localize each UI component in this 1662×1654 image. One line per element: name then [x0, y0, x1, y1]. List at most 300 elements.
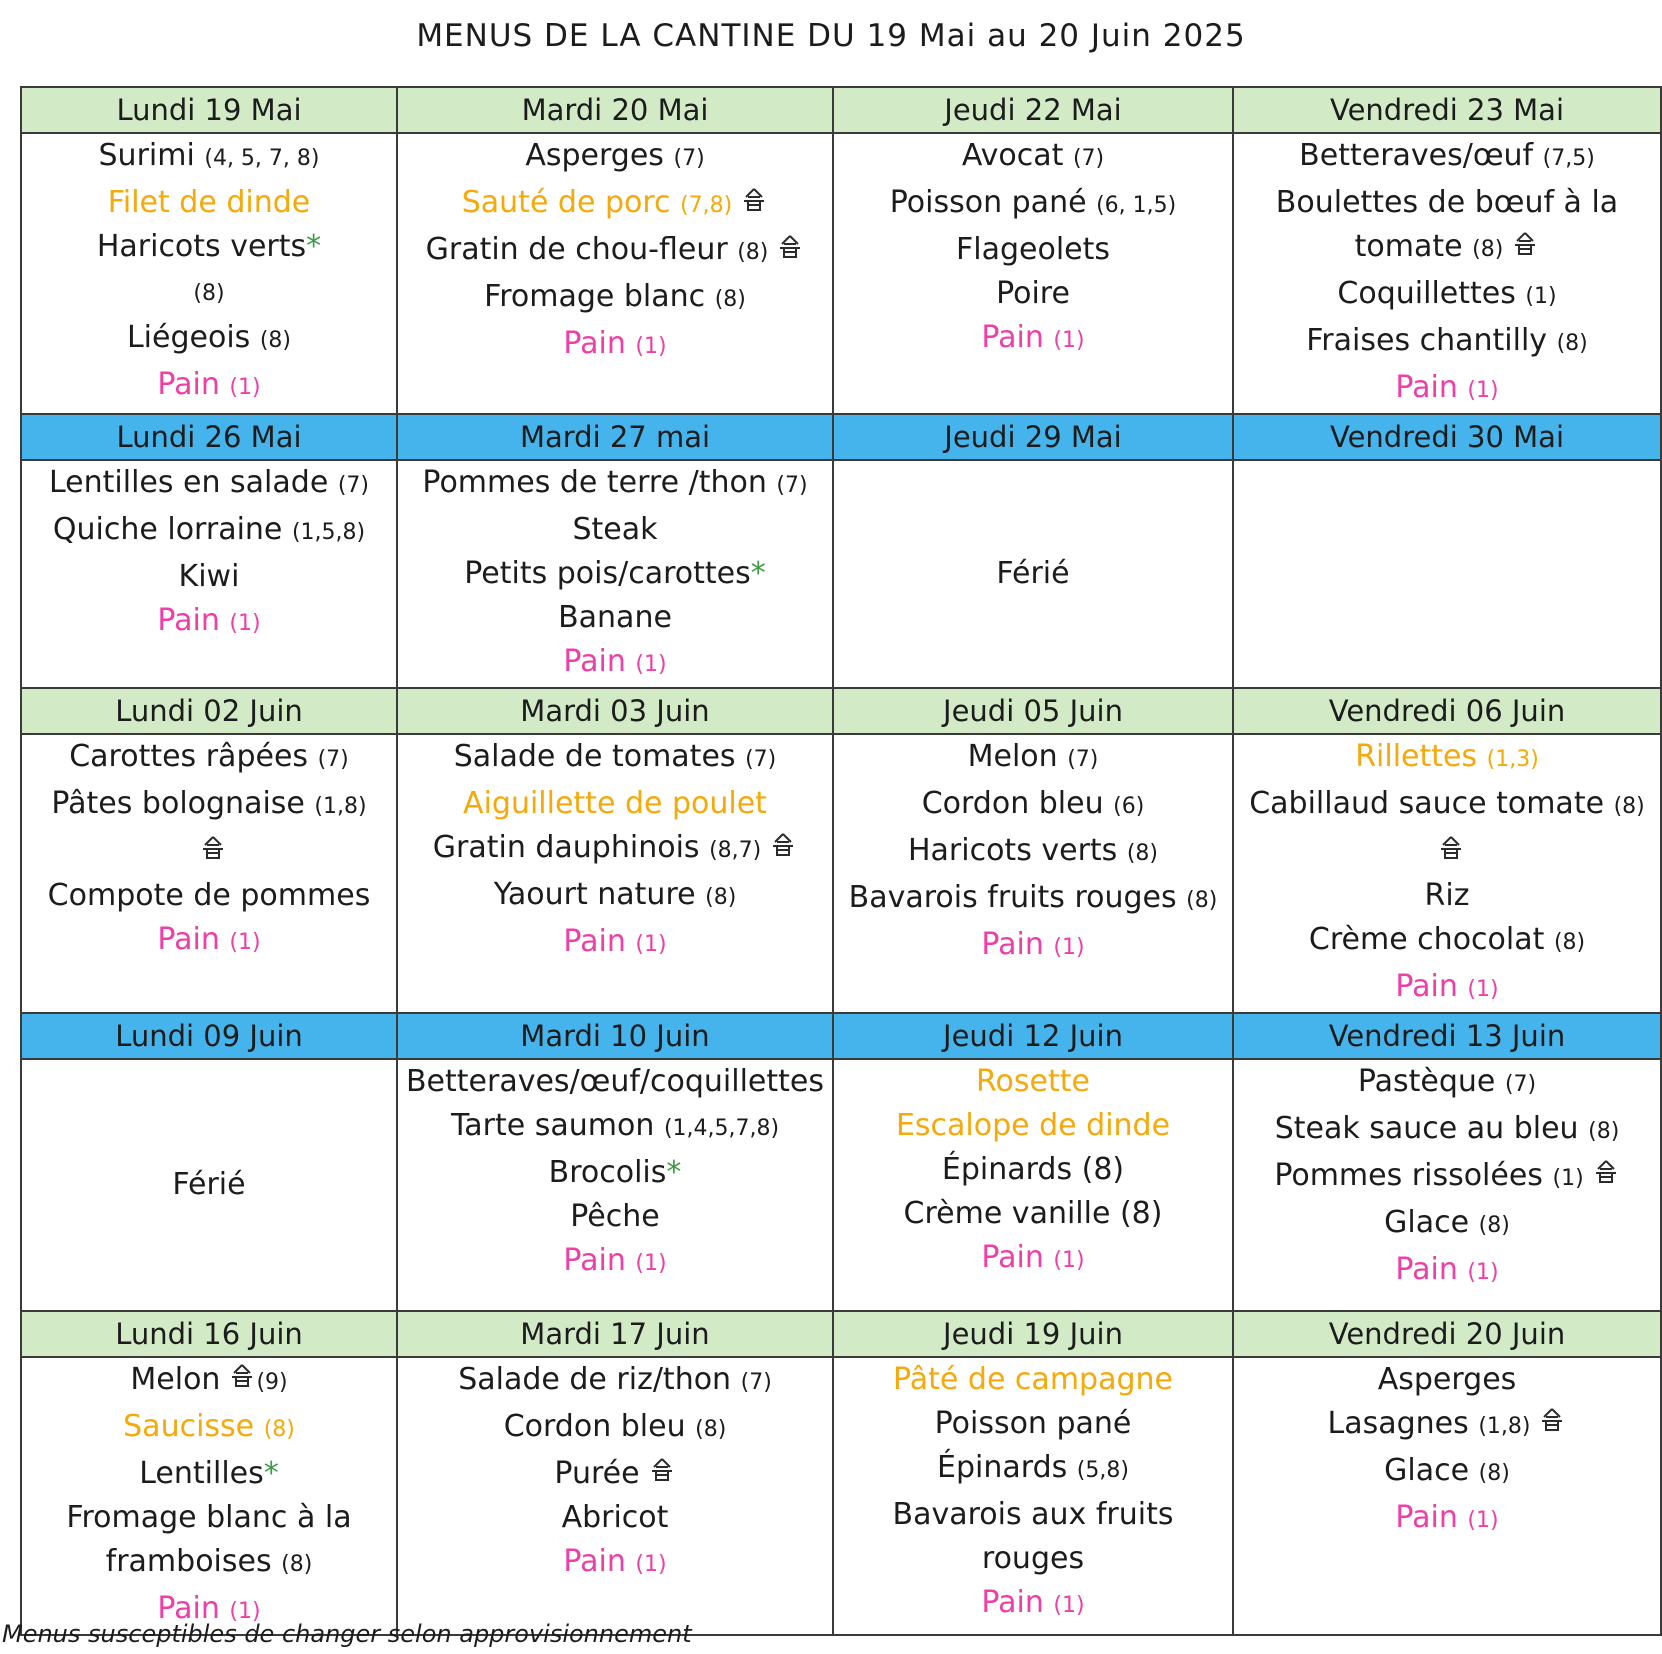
allergen-codes: (7) [673, 146, 705, 171]
week-menu-row [21, 460, 1661, 688]
menu-item [1234, 1358, 1660, 1402]
day-menu-cell [1233, 734, 1661, 1013]
menu-item [22, 782, 396, 829]
menu-item [398, 275, 832, 322]
menu-item [1234, 1107, 1660, 1154]
dish-name: Cordon bleu [503, 1408, 686, 1444]
menu-item [834, 1493, 1232, 1537]
menu-item [1234, 1402, 1660, 1449]
menu-item [398, 322, 832, 369]
dish-name: Bavarois aux fruits [892, 1496, 1174, 1532]
day-menu-cell [397, 1059, 833, 1311]
dish-name: Gratin dauphinois [432, 830, 700, 865]
allergen-codes: (1) [635, 334, 667, 359]
day-menu-cell [833, 1059, 1233, 1311]
dish-name: tomate [1354, 229, 1463, 264]
dish-name: Pêche [570, 1198, 660, 1234]
allergen-codes: (1) [229, 1598, 261, 1624]
dish-name: Avocat [961, 138, 1064, 173]
menu-item [398, 461, 832, 508]
menu-item [834, 1446, 1232, 1493]
dish-name: Glace [1384, 1204, 1470, 1240]
home-made-icon [1538, 1402, 1566, 1446]
dish-name: Cordon bleu [921, 786, 1104, 821]
menu-item [22, 269, 396, 316]
menu-item [398, 181, 832, 228]
menu-item [22, 508, 396, 555]
menu-item [834, 1581, 1232, 1628]
dish-name: Lasagnes [1327, 1405, 1469, 1441]
allergen-codes: (8) [259, 328, 292, 353]
menu-item [834, 829, 1232, 876]
day-header: Mardi 27 mai [397, 414, 833, 460]
page-title: MENUS DE LA CANTINE DU 19 Mai au 20 Juin 2025 [416, 18, 1246, 54]
menu-item [398, 1195, 832, 1239]
dish-name: Salade de tomates [453, 739, 736, 774]
day-menu-cell [21, 133, 397, 414]
day-header: Vendredi 06 Juin [1233, 688, 1661, 734]
menu-item [1234, 735, 1660, 782]
menu-item [834, 735, 1232, 782]
allergen-codes: (8) [737, 240, 769, 265]
day-header: Lundi 16 Juin [21, 1311, 397, 1357]
dish-name: Pain [563, 326, 626, 361]
dish-name: Boulettes de bœuf à la [1275, 185, 1619, 220]
menu-item [834, 316, 1232, 363]
allergen-codes: (7,5) [1542, 146, 1595, 171]
menu-item [22, 829, 396, 874]
allergen-codes: (1,5,8) [291, 520, 366, 545]
menu-item [834, 134, 1232, 181]
menu-item [834, 876, 1232, 923]
homemade-star: * [306, 229, 322, 264]
dish-name: Lentilles [139, 1455, 264, 1491]
day-menu-cell [833, 133, 1233, 414]
allergen-codes: (7,8) [680, 193, 733, 218]
allergen-codes: (8) [714, 287, 746, 312]
dish-name: Gratin de chou-fleur [425, 232, 728, 267]
dish-name: Abricot [561, 1500, 669, 1535]
menu-item [1234, 134, 1660, 181]
day-menu-cell [833, 734, 1233, 1013]
dish-name: Pain [1395, 968, 1458, 1004]
menu-item [22, 1452, 396, 1496]
menu-item [22, 1163, 396, 1207]
menu-item [398, 782, 832, 826]
dish-name: Melon [130, 1361, 221, 1397]
day-header: Lundi 19 Mai [21, 87, 397, 133]
allergen-codes: (8) [1186, 888, 1218, 913]
dish-name: Saucisse [123, 1408, 255, 1444]
home-made-icon [769, 827, 797, 871]
allergen-codes: (1) [635, 1250, 667, 1276]
allergen-codes: (8) [1126, 841, 1159, 866]
menu-item [398, 640, 832, 687]
dish-name: Poisson pané [889, 185, 1087, 220]
dish-name: Pâté de campagne [893, 1361, 1173, 1397]
day-header: Vendredi 30 Mai [1233, 414, 1661, 460]
menu-item [834, 1148, 1232, 1192]
day-menu-cell [397, 133, 833, 414]
menu-item [398, 508, 832, 552]
menu-item [834, 1060, 1232, 1104]
allergen-codes: (1) [1053, 935, 1085, 960]
menu-item [398, 134, 832, 181]
home-made-icon [776, 229, 804, 273]
allergen-codes: (8) [193, 281, 225, 306]
week-header-row [21, 1311, 1661, 1357]
menu-item [22, 599, 396, 646]
dish-name: Carottes râpées [69, 739, 309, 774]
allergen-codes: (1) [1467, 976, 1499, 1002]
dish-name: Épinards (8) [941, 1151, 1125, 1187]
menu-item [834, 1537, 1232, 1581]
dish-name: Haricots verts [96, 229, 307, 264]
allergen-codes: (1,4,5,7,8) [663, 1115, 780, 1141]
allergen-codes: (1) [1053, 328, 1085, 353]
menu-item [398, 826, 832, 873]
allergen-codes: (5,8) [1076, 1457, 1129, 1483]
day-header: Jeudi 29 Mai [833, 414, 1233, 460]
day-menu-cell [1233, 460, 1661, 688]
dish-name: Pain [563, 1544, 626, 1579]
dish-name: Flageolets [955, 232, 1110, 267]
allergen-codes: (1) [1053, 1592, 1085, 1618]
allergen-codes: (8) [1556, 331, 1588, 356]
dish-name: Pain [981, 320, 1044, 355]
menu-item [22, 918, 396, 965]
day-menu-cell [21, 460, 397, 688]
dish-name: Pain [157, 603, 220, 638]
dish-name: Aiguillette de poulet [463, 786, 767, 821]
day-header: Jeudi 19 Juin [833, 1311, 1233, 1357]
allergen-codes: (4, 5, 7, 8) [204, 146, 320, 171]
day-header: Jeudi 12 Juin [833, 1013, 1233, 1059]
week-menu-row [21, 1357, 1661, 1635]
day-menu-cell [21, 1357, 397, 1635]
day-menu-cell [833, 460, 1233, 688]
menu-item [398, 1060, 832, 1104]
menu-item [1234, 829, 1660, 874]
menu-item [1234, 782, 1660, 829]
menu-item [398, 1239, 832, 1286]
menu-item [1234, 225, 1660, 272]
day-menu-cell [397, 1357, 833, 1635]
menu-item [398, 596, 832, 640]
home-made-icon [199, 830, 227, 874]
dish-name: Coquillettes [1337, 276, 1516, 311]
allergen-codes: (6) [1113, 794, 1145, 819]
home-made-icon [1437, 830, 1465, 874]
dish-name: Asperges [1377, 1361, 1517, 1397]
allergen-codes: (8) [1478, 1460, 1510, 1486]
week-menu-row [21, 734, 1661, 1013]
dish-name: Pain [563, 1242, 626, 1278]
allergen-codes: (8,7) [709, 838, 762, 863]
menu-item [834, 1402, 1232, 1446]
allergen-codes: (7) [317, 747, 349, 772]
menu-item [22, 225, 396, 269]
allergen-codes: (8) [705, 885, 737, 910]
menu-item [834, 1236, 1232, 1283]
menu-item [22, 874, 396, 918]
menu-item [1234, 965, 1660, 1012]
menu-item [398, 1405, 832, 1452]
dish-name: Pain [981, 927, 1044, 962]
week-header-row [21, 414, 1661, 460]
allergen-codes: (1) [635, 652, 667, 677]
menu-item [834, 782, 1232, 829]
menu-item [398, 1151, 832, 1195]
dish-name: Steak [572, 512, 658, 547]
allergen-codes: (7) [776, 473, 808, 498]
dish-name: Purée [554, 1455, 640, 1491]
dish-name: Riz [1424, 877, 1470, 913]
week-menu-row [21, 1059, 1661, 1311]
day-menu-cell [1233, 1059, 1661, 1311]
dish-name: Férié [172, 1166, 246, 1202]
week-menu-row [21, 133, 1661, 414]
menu-item [22, 316, 396, 363]
menu-item [834, 923, 1232, 970]
dish-name: Poisson pané [934, 1405, 1132, 1441]
menu-item [22, 1405, 396, 1452]
day-header: Lundi 02 Juin [21, 688, 397, 734]
dish-name: Pain [157, 367, 220, 402]
allergen-codes: (1) [1053, 1247, 1085, 1273]
dish-name: Petits pois/carottes [464, 556, 751, 591]
allergen-codes: (7) [1504, 1071, 1537, 1097]
allergen-codes: (1) [1467, 1259, 1499, 1285]
dish-name: Crème vanille (8) [903, 1195, 1163, 1231]
menu-item [1234, 918, 1660, 965]
menu-item [398, 873, 832, 920]
menu-item [1234, 1248, 1660, 1295]
allergen-codes: (8) [1478, 1212, 1510, 1238]
dish-name: Quiche lorraine [52, 512, 283, 547]
allergen-codes: (9) [256, 1369, 288, 1395]
menu-item [22, 555, 396, 599]
dish-name: Pain [157, 1590, 220, 1626]
dish-name: Melon [967, 739, 1058, 774]
menu-item [1234, 366, 1660, 413]
dish-name: Poire [996, 276, 1070, 311]
dish-name: Glace [1384, 1452, 1470, 1488]
homemade-star: * [263, 1455, 279, 1491]
allergen-codes: (1) [635, 932, 667, 957]
dish-name: Escalope de dinde [895, 1107, 1171, 1143]
menu-item [398, 228, 832, 275]
allergen-codes: (8) [1588, 1118, 1620, 1144]
allergen-codes: (1,8) [314, 794, 367, 819]
home-made-icon [740, 182, 768, 226]
dish-name: Betteraves/œuf/coquillettes [405, 1063, 825, 1099]
allergen-codes: (1,8) [1478, 1413, 1531, 1439]
menu-item [1234, 272, 1660, 319]
allergen-codes: (8) [281, 1551, 313, 1577]
day-header: Vendredi 20 Juin [1233, 1311, 1661, 1357]
dish-name: Pain [563, 644, 626, 679]
allergen-codes: (7) [337, 473, 369, 498]
week-header-row [21, 1013, 1661, 1059]
day-header: Vendredi 13 Juin [1233, 1013, 1661, 1059]
menu-item [1234, 1496, 1660, 1543]
allergen-codes: (8) [1553, 929, 1586, 955]
home-made-icon [1592, 1154, 1620, 1198]
dish-name: Pain [157, 921, 220, 957]
day-header: Mardi 20 Mai [397, 87, 833, 133]
menu-item [834, 1104, 1232, 1148]
dish-name: Surimi [98, 138, 195, 173]
dish-name: Fromage blanc [484, 279, 706, 314]
allergen-codes: (7) [1072, 146, 1105, 171]
allergen-codes: (8) [1613, 794, 1645, 819]
home-made-icon [228, 1358, 256, 1402]
dish-name: Pain [1395, 370, 1458, 405]
allergen-codes: (1) [1552, 1165, 1584, 1191]
day-menu-cell [833, 1357, 1233, 1635]
home-made-icon [1511, 226, 1539, 270]
dish-name: Crème chocolat [1308, 921, 1545, 957]
menu-item [22, 1358, 396, 1405]
dish-name: Bavarois fruits rouges [848, 880, 1177, 915]
dish-name: Épinards [937, 1449, 1068, 1485]
allergen-codes: (1) [1467, 378, 1499, 403]
allergen-codes: (7) [740, 1369, 772, 1395]
menu-item [834, 552, 1232, 596]
menu-item [22, 1540, 396, 1587]
dish-name: Asperges [525, 138, 664, 173]
menu-item [398, 1452, 832, 1497]
day-header: Jeudi 22 Mai [833, 87, 1233, 133]
dish-name: Filet de dinde [107, 185, 311, 220]
menu-item [834, 272, 1232, 316]
allergen-codes: (7) [745, 747, 777, 772]
day-menu-cell [397, 734, 833, 1013]
menu-item [834, 228, 1232, 272]
day-menu-cell [397, 460, 833, 688]
menu-table [20, 86, 1662, 1636]
allergen-codes: (7) [1067, 747, 1099, 772]
dish-name: Steak sauce au bleu [1274, 1110, 1579, 1146]
dish-name: Fromage blanc à la [66, 1499, 352, 1535]
day-header: Mardi 03 Juin [397, 688, 833, 734]
allergen-codes: (1) [229, 611, 261, 636]
day-menu-cell [21, 734, 397, 1013]
dish-name: Pain [563, 924, 626, 959]
menu-item [1234, 874, 1660, 918]
dish-name: Pastèque [1357, 1063, 1496, 1099]
dish-name: Férié [996, 556, 1070, 591]
dish-name: Tarte saumon [450, 1107, 655, 1143]
dish-name: Pain [1395, 1251, 1458, 1287]
day-menu-cell [1233, 133, 1661, 414]
dish-name: Fraises chantilly [1306, 323, 1548, 358]
allergen-codes: (8) [695, 1416, 727, 1442]
day-header: Vendredi 23 Mai [1233, 87, 1661, 133]
dish-name: Pommes rissolées [1274, 1157, 1543, 1193]
allergen-codes: (1) [1467, 1507, 1499, 1533]
home-made-icon [648, 1452, 676, 1496]
allergen-codes: (1) [635, 1552, 667, 1577]
allergen-codes: (6, 1,5) [1096, 193, 1177, 218]
menu-item [834, 1192, 1232, 1236]
dish-name: Yaourt nature [493, 877, 696, 912]
dish-name: rouges [981, 1540, 1085, 1576]
menu-item [398, 1358, 832, 1405]
dish-name: Haricots verts [907, 833, 1118, 868]
menu-item [398, 1496, 832, 1540]
footer-note: Menus susceptibles de changer selon approvisionnement [2, 1620, 692, 1648]
day-menu-cell [21, 1059, 397, 1311]
dish-name: Salade de riz/thon [458, 1361, 732, 1397]
day-header: Mardi 10 Juin [397, 1013, 833, 1059]
week-header-row [21, 688, 1661, 734]
dish-name: Cabillaud sauce tomate [1249, 786, 1605, 821]
allergen-codes: (8) [263, 1416, 295, 1442]
dish-name: Compote de pommes [47, 877, 371, 913]
week-header-row [21, 87, 1661, 133]
dish-name: framboises [105, 1543, 272, 1579]
allergen-codes: (8) [1472, 237, 1504, 262]
dish-name: Lentilles en salade [48, 465, 329, 500]
dish-name: Pain [1395, 1499, 1458, 1535]
day-header: Mardi 17 Juin [397, 1311, 833, 1357]
allergen-codes: (1) [229, 929, 261, 955]
menu-item [22, 181, 396, 225]
menu-item [398, 552, 832, 596]
menu-item [398, 1104, 832, 1151]
menu-item [1234, 319, 1660, 366]
allergen-codes: (1) [1525, 284, 1557, 309]
dish-name: Rosette [976, 1063, 1090, 1099]
menu-item [1234, 1201, 1660, 1248]
allergen-codes: (1,3) [1486, 747, 1539, 772]
allergen-codes: (1) [229, 375, 261, 400]
menu-item [398, 920, 832, 967]
homemade-star: * [750, 556, 766, 591]
day-header: Lundi 09 Juin [21, 1013, 397, 1059]
menu-item [1234, 1449, 1660, 1496]
day-header: Jeudi 05 Juin [833, 688, 1233, 734]
menu-item [1234, 181, 1660, 225]
homemade-star: * [666, 1154, 682, 1190]
menu-item [398, 735, 832, 782]
dish-name: Sauté de porc [461, 185, 671, 220]
dish-name: Pâtes bolognaise [51, 786, 305, 821]
dish-name: Pommes de terre /thon [422, 465, 767, 500]
menu-item [1234, 1060, 1660, 1107]
dish-name: Rillettes [1355, 739, 1478, 774]
dish-name: Pain [981, 1239, 1044, 1275]
day-menu-cell [1233, 1357, 1661, 1635]
dish-name: Kiwi [178, 559, 240, 594]
day-header: Lundi 26 Mai [21, 414, 397, 460]
menu-item [398, 1540, 832, 1587]
menu-item [1234, 1154, 1660, 1201]
dish-name: Brocolis [548, 1154, 667, 1190]
dish-name: Pain [981, 1584, 1044, 1620]
menu-item [22, 735, 396, 782]
menu-item [22, 461, 396, 508]
menu-item [834, 1358, 1232, 1402]
menu-item [22, 1496, 396, 1540]
menu-item [22, 363, 396, 410]
dish-name: Betteraves/œuf [1299, 138, 1534, 173]
menu-item [22, 134, 396, 181]
dish-name: Banane [558, 600, 672, 635]
dish-name: Liégeois [126, 320, 251, 355]
